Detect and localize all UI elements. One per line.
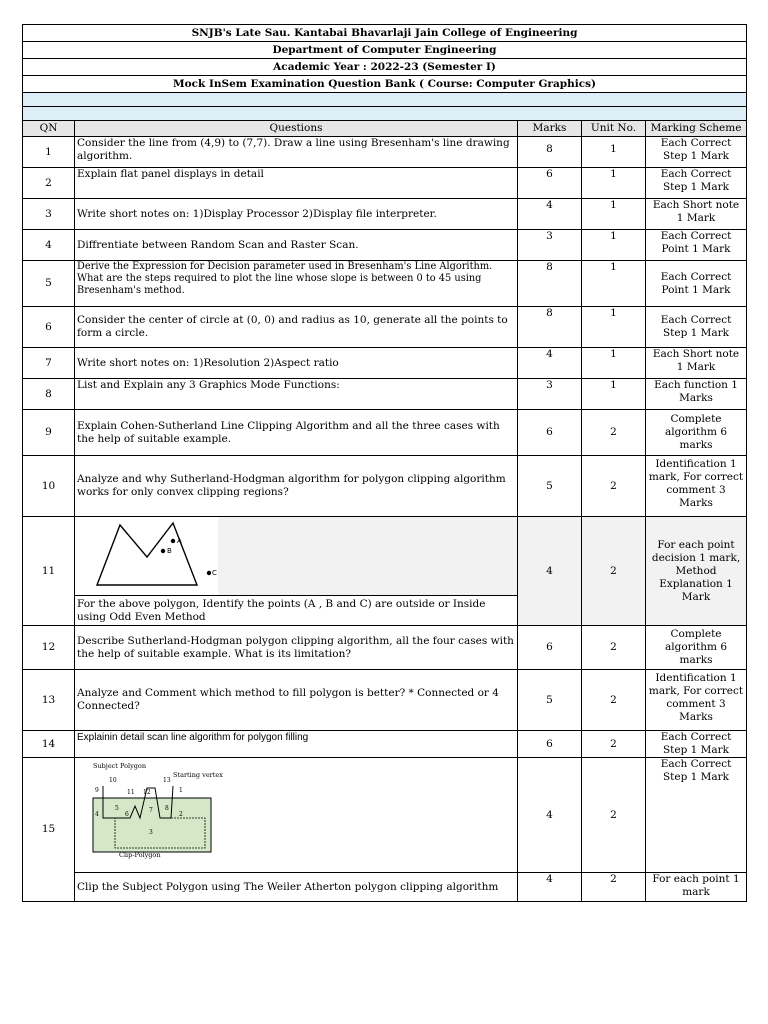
question-text: Consider the center of circle at (0, 0) and radius as 10, generate all the points to form a circle. [75,307,518,348]
table-row [23,379,747,410]
question-number: 11 [23,517,75,626]
marking-scheme: Each Correct Step 1 Mark [646,168,747,199]
vertex-label: 5 [115,805,119,812]
point-a-label: A [177,537,182,545]
vertex-label: 2 [179,811,183,818]
question-text: Explain Cohen-Sutherland Line Clipping Algorithm and all the three cases with the help of suitable example. [75,410,518,456]
question-text: Describe Sutherland-Hodgman polygon clipping algorithm, all the four cases with the help of suitable example. What is its limitation? [75,626,518,670]
table-row [23,348,747,379]
question-unit: 2 [582,456,646,517]
figure-shaded-area [218,517,517,595]
marking-scheme: Each Correct Step 1 Mark [646,137,747,168]
question-unit: 1 [582,379,646,410]
question-number: 7 [23,348,75,379]
question-marks: 4 [518,199,582,230]
marking-scheme: Each Correct Point 1 Mark [646,261,747,307]
table-row [23,670,747,731]
question-number: 14 [23,731,75,758]
question-unit: 2 [582,670,646,731]
question-number: 2 [23,168,75,199]
question-number: 9 [23,410,75,456]
question-unit: 1 [582,230,646,261]
question-text: Clip the Subject Polygon using The Weiler Atherton polygon clipping algorithm [75,873,518,902]
question-number: 15 [23,758,75,902]
question-text: Derive the Expression for Decision parameter used in Bresenham's Line Algorithm. What are the steps required to plot the line whose slope is between 0 to 45 using Bresenham's method. [75,261,518,307]
question-bank-table [22,24,747,902]
question-marks: 3 [518,230,582,261]
marking-scheme: Each Short note 1 Mark [646,348,747,379]
question-number: 5 [23,261,75,307]
question-number: 13 [23,670,75,731]
question-figure-cell [75,517,518,626]
subject-polygon-label: Subject Polygon [93,762,147,770]
table-row [23,517,747,626]
question-text: For the above polygon, Identify the points (A , B and C) are outside or Inside using Odd Even Method [77,598,486,623]
column-header-unit: Unit No. [582,121,646,137]
question-text: Diffrentiate between Random Scan and Raster Scan. [75,230,518,261]
question-text: Analyze and why Sutherland-Hodgman algorithm for polygon clipping algorithm works for only convex clipping regions? [75,456,518,517]
polygon-figure-area [75,517,517,596]
vertex-label: 11 [127,789,135,796]
academic-year: Academic Year : 2022-23 (Semester I) [23,59,747,76]
vertex-label: 13 [163,777,171,784]
marking-scheme: Complete algorithm 6 marks [646,626,747,670]
college-name: SNJB's Late Sau. Kantabai Bhavarlaji Jain College of Engineering [23,25,747,42]
question-number: 10 [23,456,75,517]
starting-vertex-label: Starting vertex [173,771,223,779]
column-header-scheme: Marking Scheme [646,121,747,137]
question-text: Consider the line from (4,9) to (7,7). Draw a line using Bresenham's line drawing algorithm. [75,137,518,168]
vertex-label: 4 [95,811,99,818]
marking-scheme: For each point decision 1 mark, Method Explanation 1 Mark [646,517,747,626]
table-row [23,456,747,517]
question-number: 3 [23,199,75,230]
marking-scheme: For each point 1 mark [646,873,747,902]
question-unit: 1 [582,199,646,230]
blank-band-1 [23,93,747,107]
question-marks: 8 [518,307,582,348]
question-marks: 4 [518,348,582,379]
question-marks: 3 [518,379,582,410]
department-name: Department of Computer Engineering [23,42,747,59]
question-unit: 2 [582,758,646,873]
question-unit: 2 [582,410,646,456]
table-row [23,168,747,199]
table-row [23,758,747,873]
point-c-label: C [212,569,217,577]
question-number: 4 [23,230,75,261]
marking-scheme: Each Short note 1 Mark [646,199,747,230]
question-unit: 2 [582,731,646,758]
question-unit: 1 [582,168,646,199]
question-unit: 2 [582,517,646,626]
question-text: Explainin detail scan line algorithm for polygon filling [75,731,518,758]
table-row [23,731,747,758]
marking-scheme: Each Correct Point 1 Mark [646,230,747,261]
table-row [23,261,747,307]
marking-scheme: Each function 1 Marks [646,379,747,410]
question-number: 8 [23,379,75,410]
clip-polygon-label: Clip-Polygon [119,851,161,859]
marking-scheme: Each Correct Step 1 Mark [646,758,747,873]
question-number: 12 [23,626,75,670]
marking-scheme: Each Correct Step 1 Mark [646,307,747,348]
vertex-label: 6 [125,811,129,818]
table-row [23,230,747,261]
column-header-questions: Questions [75,121,518,137]
question-marks: 6 [518,731,582,758]
concave-polygon-diagram [75,517,218,595]
column-header-marks: Marks [518,121,582,137]
vertex-label: 7 [149,807,153,814]
vertex-label: 1 [179,787,183,794]
table-row [23,137,747,168]
table-row [23,873,747,902]
question-number: 1 [23,137,75,168]
question-unit: 1 [582,307,646,348]
point-b-label: B [167,547,172,555]
question-text: Write short notes on: 1)Resolution 2)Aspect ratio [75,348,518,379]
question-bank-sheet [22,24,746,902]
vertex-label: 9 [95,787,99,794]
vertex-label: 8 [165,805,169,812]
question-marks: 6 [518,626,582,670]
vertex-label: 10 [109,777,117,784]
question-unit: 2 [582,873,646,902]
question-text: Write short notes on: 1)Display Processor 2)Display file interpreter. [75,199,518,230]
weiler-figure-cell [75,758,518,873]
column-header-qn: QN [23,121,75,137]
table-row [23,626,747,670]
question-marks: 4 [518,873,582,902]
question-marks: 4 [518,517,582,626]
question-unit: 2 [582,626,646,670]
marking-scheme: Each Correct Step 1 Mark [646,731,747,758]
question-marks: 8 [518,137,582,168]
question-unit: 1 [582,137,646,168]
weiler-atherton-diagram [75,758,235,868]
table-row [23,307,747,348]
question-unit: 1 [582,348,646,379]
question-marks: 6 [518,410,582,456]
document-title: Mock InSem Examination Question Bank ( Course: Computer Graphics) [23,76,747,93]
question-text: List and Explain any 3 Graphics Mode Functions: [75,379,518,410]
marking-scheme: Complete algorithm 6 marks [646,410,747,456]
question-marks: 5 [518,670,582,731]
question-marks: 5 [518,456,582,517]
vertex-label: 3 [149,829,153,836]
table-row [23,199,747,230]
question-marks: 4 [518,758,582,873]
blank-band-2 [23,107,747,121]
question-text: Analyze and Comment which method to fill polygon is better? * Connected or 4 Connected? [75,670,518,731]
marking-scheme: Identification 1 mark, For correct comment 3 Marks [646,670,747,731]
question-unit: 1 [582,261,646,307]
marking-scheme: Identification 1 mark, For correct comment 3 Marks [646,456,747,517]
question-text: Explain flat panel displays in detail [75,168,518,199]
table-row [23,410,747,456]
question-marks: 6 [518,168,582,199]
question-number: 6 [23,307,75,348]
vertex-label: 12 [143,789,151,796]
polygon-figure [75,517,218,595]
question-marks: 8 [518,261,582,307]
